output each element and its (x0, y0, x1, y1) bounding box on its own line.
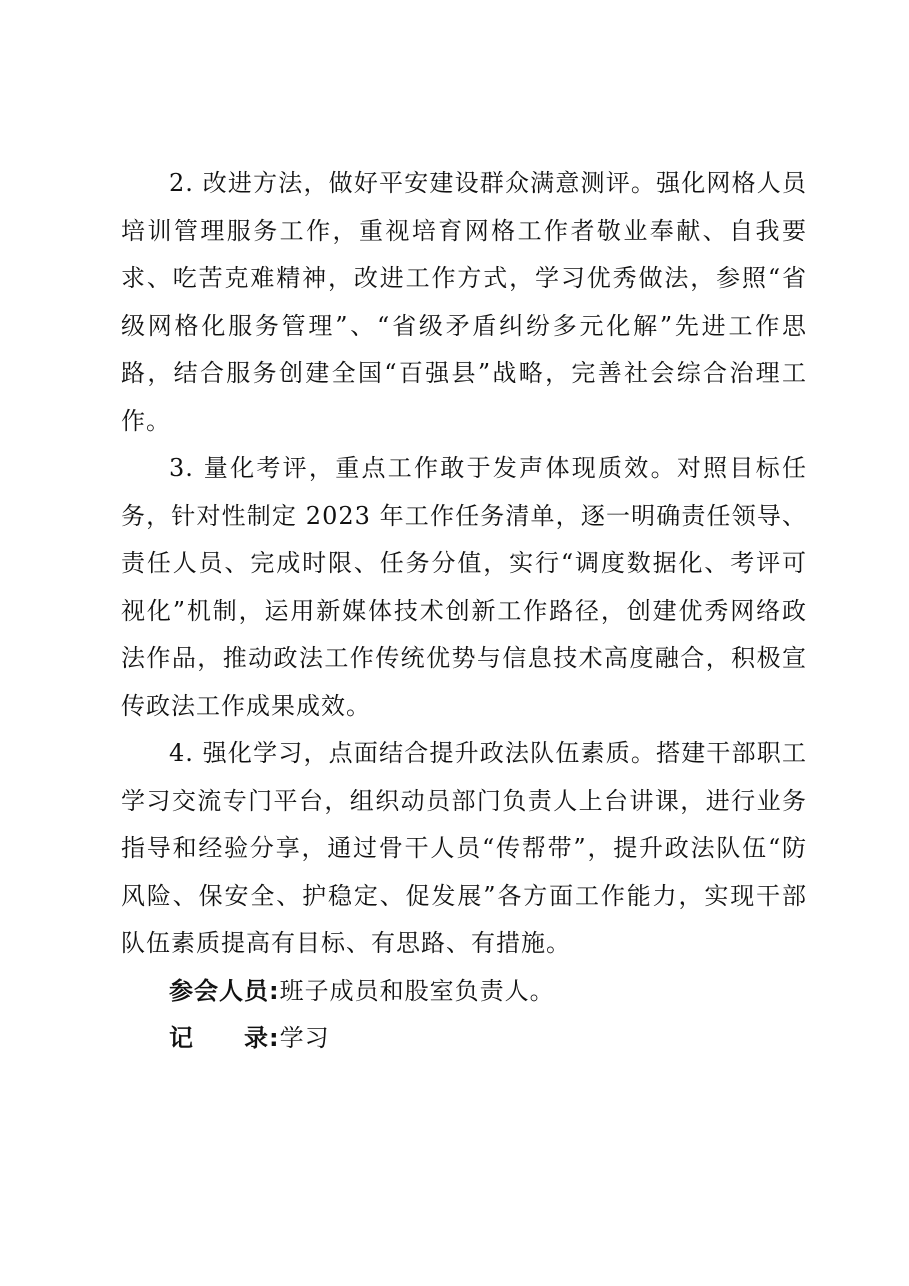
recorder-value: 学习 (279, 1024, 330, 1052)
attendees-line (121, 968, 807, 1016)
recorder-label: 记 录: (169, 1024, 280, 1052)
attendees-label: 参会人员: (169, 976, 280, 1005)
document-body (121, 160, 807, 1063)
recorder-line (121, 1015, 807, 1063)
paragraph-3: 3. 量化考评，重点工作敢于发声体现质效。对照目标任务，针对性制定 2023 年工作任务清单，逐一明确责任领导、责任人员、完成时限、任务分值，实行“调度数据化、考评可视化”机制，运用新媒体技术创新工作路径，创建优秀网络政法作品，推动政法工作传统优势与信息技术高度融合，积极宣传政法工作成果成效。 (121, 454, 807, 720)
paragraph-2: 2. 改进方法，做好平安建设群众满意测评。强化网格人员培训管理服务工作，重视培育网格工作者敬业奉献、自我要求、吃苦克难精神，改进工作方式，学习优秀做法，参照“省级网格化服务管理”、“省级矛盾纠纷多元化解”先进工作思路，结合服务创建全国“百强县”战略，完善社会综合治理工作。 (121, 169, 807, 435)
attendees-value: 班子成员和股室负责人。 (279, 976, 555, 1005)
paragraph-4: 4. 强化学习，点面结合提升政法队伍素质。搭建干部职工学习交流专门平台，组织动员部门负责人上台讲课，进行业务指导和经验分享，通过骨干人员“传帮带”，提升政法队伍“防风险、保安全、护稳定、促发展”各方面工作能力，实现干部队伍素质提高有目标、有思路、有措施。 (121, 739, 807, 957)
